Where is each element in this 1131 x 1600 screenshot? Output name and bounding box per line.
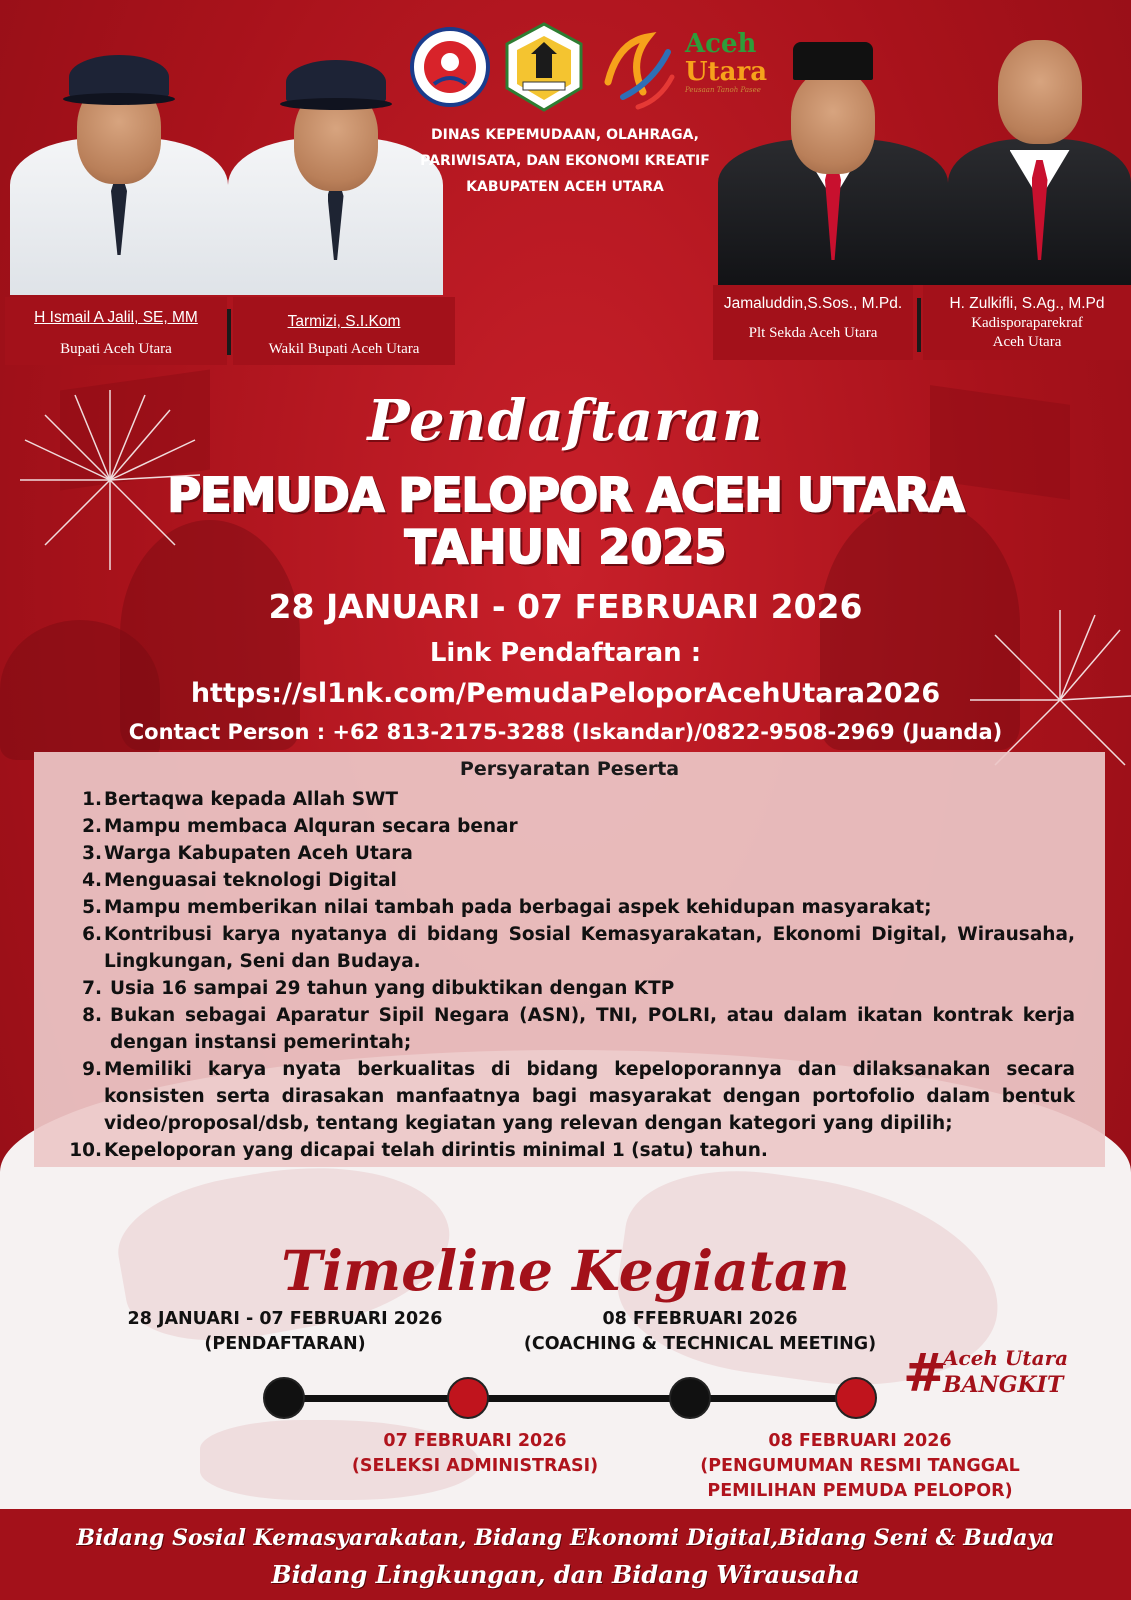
list-item-text: Menguasai teknologi Digital <box>104 870 397 891</box>
timeline-event-coaching <box>505 1307 895 1357</box>
timeline-line <box>283 1395 858 1402</box>
list-item <box>34 1137 1105 1164</box>
timeline-event-label: (PENDAFTARAN) <box>204 1334 366 1354</box>
title-main-line1: PEMUDA PELOPOR ACEH UTARA <box>167 468 964 522</box>
list-item <box>34 975 1105 1002</box>
agency-name-line: PARIWISATA, DAN EKONOMI KREATIF <box>420 153 710 169</box>
list-item <box>34 1002 1105 1056</box>
list-item-text: Mampu membaca Alquran secara benar <box>104 816 518 837</box>
list-item-text: Kontribusi karya nyatanya di bidang Sosial Kemasyarakatan, Ekonomi Digital, Wirausaha, Lingkungan, Seni dan Budaya. <box>104 924 1075 972</box>
timeline-event-registration <box>100 1307 470 1357</box>
official-role: Bupati Aceh Utara <box>60 341 172 357</box>
timeline-event-date: 08 FFEBRUARI 2026 <box>602 1309 798 1329</box>
timeline-event-label: (PENGUMUMAN RESMI TANGGAL <box>700 1456 1020 1476</box>
aceh-utara-brand-text <box>685 30 775 94</box>
official-name: H Ismail A Jalil, SE, MM <box>34 309 198 326</box>
official-role: Plt Sekda Aceh Utara <box>748 325 878 341</box>
requirements-panel <box>34 752 1105 1167</box>
hashtag-line: BANGKIT <box>943 1372 1064 1398</box>
contact-person: Contact Person : +62 813-2175-3288 (Iskandar)/0822-9508-2969 (Juanda) <box>128 720 1003 744</box>
brand-text-utara: Utara <box>685 57 768 87</box>
official-role: Kadisporaparekraf <box>971 315 1083 331</box>
timeline-event-date: 07 FEBRUARI 2026 <box>383 1431 567 1451</box>
registration-link-label: Link Pendaftaran : <box>429 638 702 668</box>
divider <box>227 309 231 355</box>
agency-name <box>380 122 750 200</box>
list-item <box>34 813 1105 840</box>
official-name: Jamaluddin,S.Sos., M.Pd. <box>723 295 903 312</box>
list-item <box>34 840 1105 867</box>
list-item-number: 8. <box>82 1005 102 1026</box>
list-item-number: 7. <box>82 978 102 999</box>
registration-date: 28 JANUARI - 07 FEBRUARI 2026 <box>268 587 863 626</box>
official-name: H. Zulkifli, S.Ag., M.Pd <box>949 295 1105 312</box>
divider <box>917 298 921 352</box>
registration-link[interactable]: https://sl1nk.com/PemudaPeloporAcehUtara2026 <box>190 678 941 709</box>
footer-banner <box>0 1509 1131 1600</box>
timeline-dot <box>669 1377 711 1419</box>
timeline-event-date: 08 FEBRUARI 2026 <box>768 1431 952 1451</box>
official-caption-sekda <box>713 285 913 360</box>
hashtag-symbol: # <box>903 1343 947 1404</box>
aceh-utara-emblem-icon <box>503 22 585 112</box>
title-script-pendaftaran: Pendaftaran <box>367 388 764 454</box>
list-item-text: Kepeloporan yang dicapai telah dirintis minimal 1 (satu) tahun. <box>104 1140 768 1161</box>
list-item-text: Bertaqwa kepada Allah SWT <box>104 789 399 810</box>
timeline-event-selection <box>330 1429 620 1479</box>
list-item-text: Bukan sebagai Aparatur Sipil Negara (ASN), TNI, POLRI, atau dalam ikatan kontrak kerja dengan instansi pemerintah; <box>110 1005 1075 1053</box>
timeline-event-label: (COACHING & TECHNICAL MEETING) <box>523 1334 877 1354</box>
list-item-text: Memiliki karya nyata berkualitas di bidang kepeloporannya dan dilaksanakan secara konsisten serta dirasakan manfaatnya bagi masyarakat dengan portofolio dalam bentuk video/proposal/dsb, tentang kegiatan yang relevan dengan kategori yang dipilih; <box>104 1059 1075 1134</box>
aceh-utara-brand-swirl-icon <box>598 22 678 112</box>
timeline-event-label: PEMILIHAN PEMUDA PELOPOR) <box>707 1481 1013 1501</box>
official-role: Wakil Bupati Aceh Utara <box>268 341 420 357</box>
requirements-list <box>34 786 1105 1164</box>
list-item-number: 4. <box>82 870 102 891</box>
timeline-event-date: 28 JANUARI - 07 FEBRUARI 2026 <box>127 1309 443 1329</box>
list-item <box>34 867 1105 894</box>
timeline-title: Timeline Kegiatan <box>281 1238 850 1303</box>
list-item-number: 1. <box>82 789 102 810</box>
official-photo-kadis <box>948 20 1131 285</box>
list-item-number: 9. <box>82 1059 102 1080</box>
official-caption-bupati <box>5 297 227 365</box>
list-item <box>34 1056 1105 1137</box>
footer-line-2: Bidang Lingkungan, dan Bidang Wirausaha <box>271 1560 860 1589</box>
list-item-number: 3. <box>82 843 102 864</box>
brand-text-aceh: Aceh <box>685 29 757 59</box>
agency-name-line: KABUPATEN ACEH UTARA <box>466 179 664 195</box>
list-item <box>34 921 1105 975</box>
list-item-number: 5. <box>82 897 102 918</box>
requirements-title: Persyaratan Peserta <box>459 758 680 780</box>
list-item <box>34 894 1105 921</box>
list-item-text: Mampu memberikan nilai tambah pada berbagai aspek kehidupan masyarakat; <box>104 897 932 918</box>
list-item-number: 2. <box>82 816 102 837</box>
timeline-dot <box>835 1377 877 1419</box>
list-item-text: Warga Kabupaten Aceh Utara <box>104 843 413 864</box>
timeline-event-label: (SELEKSI ADMINISTRASI) <box>351 1456 599 1476</box>
footer-line-1: Bidang Sosial Kemasyarakatan, Bidang Ekonomi Digital,Bidang Seni & Budaya <box>76 1525 1055 1551</box>
official-caption-wakil-bupati <box>233 297 455 365</box>
brand-tagline: Peusaan Tanoh Pasee <box>685 86 761 94</box>
title-main-line2: TAHUN 2025 <box>404 520 727 574</box>
official-role: Aceh Utara <box>992 334 1062 350</box>
timeline-dot <box>447 1377 489 1419</box>
kemenpora-logo-icon <box>410 24 490 110</box>
agency-name-line: DINAS KEPEMUDAAN, OLAHRAGA, <box>431 127 699 143</box>
list-item-text: Usia 16 sampai 29 tahun yang dibuktikan dengan KTP <box>110 978 675 999</box>
official-name: Tarmizi, S.I.Kom <box>287 313 401 330</box>
official-photo-bupati <box>10 25 228 295</box>
list-item-number: 10. <box>69 1140 102 1161</box>
official-caption-kadis <box>923 285 1131 360</box>
hashtag-line: Aceh Utara <box>943 1346 1069 1370</box>
list-item-number: 6. <box>82 924 102 945</box>
list-item <box>34 786 1105 813</box>
timeline-dot <box>263 1377 305 1419</box>
logo-group <box>405 22 785 112</box>
timeline-event-announcement <box>680 1429 1040 1504</box>
